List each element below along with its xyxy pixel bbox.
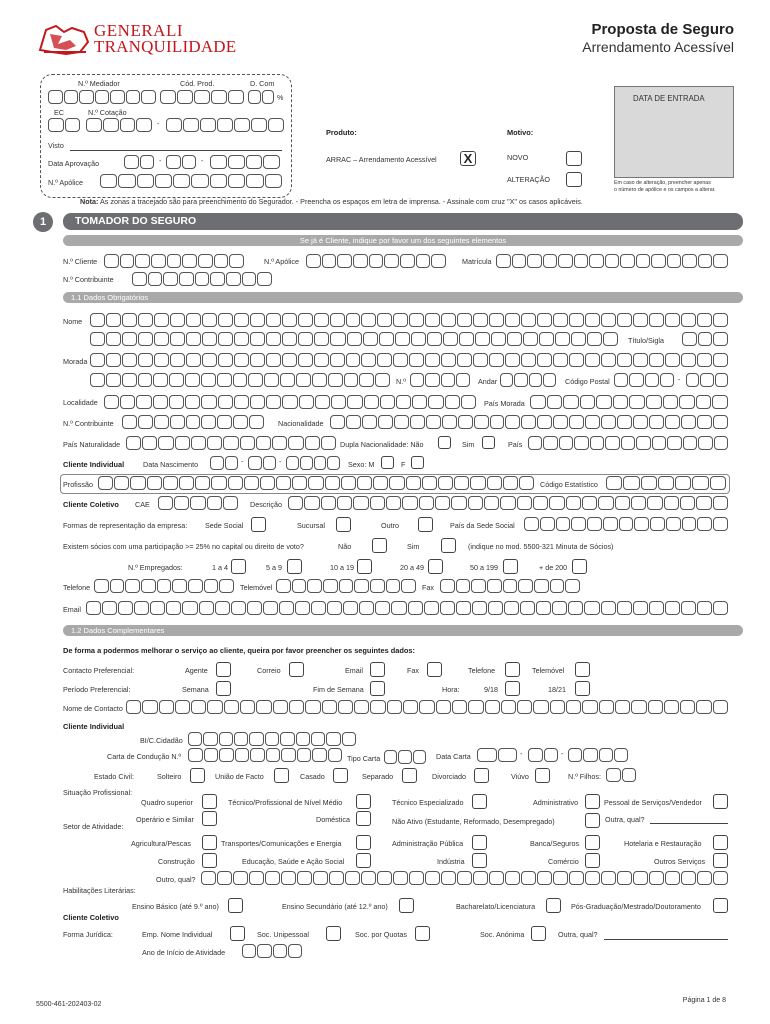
nota-bold: Nota: [80,197,99,206]
sede-social-label: Sede Social [205,521,244,530]
apolice-label: N.º Apólice [48,178,83,187]
codigo-estatistico-field[interactable] [606,476,726,490]
hora-1-checkbox[interactable] [505,681,520,696]
sucursal-label: Sucursal [297,521,325,530]
estado-civil-label: Estado Civil: [94,772,134,781]
soc-anon-checkbox[interactable] [531,926,546,941]
fim-semana-label: Fim de Semana [313,685,364,694]
emp-nome-label: Emp. Nome Individual [142,930,213,939]
hotelaria-checkbox[interactable] [713,835,728,850]
divorciado-checkbox[interactable] [474,768,489,783]
andar-label: Andar [478,377,498,386]
alteracao-note-1: Em caso de alteração, preencher apenas [614,180,711,186]
outra-qual-label: Outra, qual? [605,815,645,824]
pos-checkbox[interactable] [713,898,728,913]
novo-checkbox[interactable] [566,151,582,166]
footer-page: Página 1 de 8 [682,997,726,1004]
solteiro-checkbox[interactable] [190,768,205,783]
brand-line1: GENERALI [94,21,183,40]
data-nascimento-dash-1: - [241,457,244,466]
motivo-label: Motivo: [507,128,534,137]
agricultura-label: Agricultura/Pescas [131,839,191,848]
dados-obrigatorios-bar [63,292,743,303]
nome-label: Nome [63,317,83,326]
nacionalidade-label: Nacionalidade [278,419,324,428]
email-label: Email [63,605,81,614]
bacharelato-label: Bacharelato/Licenciatura [456,902,536,911]
socios-sim-label: Sim [407,542,420,551]
semana-checkbox[interactable] [216,681,231,696]
data-carta-dash-2: - [561,749,564,758]
emp-1-label: 1 a 4 [212,563,228,572]
telefone-field[interactable] [94,579,234,593]
agente-checkbox[interactable] [216,662,231,677]
page-subtitle: Arrendamento Acessível [582,39,734,55]
footer-code: 5500-461-202403-02 [36,1001,102,1008]
novo-label: NOVO [507,153,529,162]
periodo-pref-label: Período Preferencial: [63,685,131,694]
outros-servicos-checkbox[interactable] [713,853,728,868]
sexo-label: Sexo: M [348,460,375,469]
situacao-prof-label: Situação Profissional: [63,788,133,797]
separado-checkbox[interactable] [402,768,417,783]
sexo-m-checkbox[interactable] [381,456,394,469]
alteracao-checkbox[interactable] [566,172,582,187]
d-com-field[interactable] [248,90,274,104]
soc-quotas-checkbox[interactable] [415,926,430,941]
secundario-label: Ensino Secundário (até 12.º ano) [282,902,388,911]
soc-unip-label: Soc. Unipessoal [257,930,309,939]
ec-label: EC [54,108,64,117]
pais-naturalidade-field[interactable] [126,436,336,450]
setor-label: Setor de Atividade: [63,822,124,831]
dupla-label: Dupla Nacionalidade: Não [340,440,424,449]
quadro-checkbox[interactable] [202,794,217,809]
pais-sede-label: País da Sede Social [450,521,515,530]
telemovel-pref-checkbox[interactable] [575,662,590,677]
secundario-checkbox[interactable] [399,898,414,913]
codigo-postal-dash: - [678,375,681,384]
viuvo-checkbox[interactable] [535,768,550,783]
outro-qual-label: Outro, qual? [156,875,196,884]
nao-ativo-checkbox[interactable] [585,813,600,828]
outra-qual-line[interactable] [650,823,728,824]
quadro-label: Quadro superior [141,798,193,807]
emp-6-checkbox[interactable] [572,559,587,574]
casado-label: Casado [300,772,325,781]
outra-qual2-line[interactable] [604,939,728,940]
d-com-label: D. Com [250,79,275,88]
emp-5-checkbox[interactable] [503,559,518,574]
banca-checkbox[interactable] [585,835,600,850]
emp-4-checkbox[interactable] [428,559,443,574]
fax-pref-checkbox[interactable] [427,662,442,677]
produto-label: Produto: [326,128,357,137]
lion-icon [36,22,92,56]
percent-label: % [277,93,284,102]
ano-inicio-field[interactable] [242,944,302,958]
cotacao-label: N.º Cotação [88,108,127,117]
emp-2-checkbox[interactable] [287,559,302,574]
tipo-carta-label: Tipo Carta [347,754,381,763]
section-title: TOMADOR DO SEGURO [75,215,197,227]
outro-qual-field[interactable] [201,871,728,885]
soc-anon-label: Soc. Anónima [480,930,525,939]
pais-field[interactable] [528,436,728,450]
matricula-field[interactable] [496,254,728,268]
socios-sim-checkbox[interactable] [441,538,456,553]
dupla-sim-label: Sim [462,440,475,449]
dupla-sim-checkbox[interactable] [482,436,495,449]
sucursal-checkbox[interactable] [336,517,351,532]
titulo-field[interactable] [682,332,728,346]
emp-4-label: 20 a 49 [400,563,424,572]
tecnico-esp-checkbox[interactable] [472,794,487,809]
cae-field[interactable] [158,496,238,510]
hora-2-label: 18/21 [548,685,566,694]
solteiro-label: Solteiro [157,772,182,781]
client-elements-text: Se já é Cliente, indique por favor um dos seguintes elementos [299,236,507,245]
email-pref-checkbox[interactable] [370,662,385,677]
pais-morada-field[interactable] [530,395,728,409]
industria-checkbox[interactable] [472,853,487,868]
sexo-f-label: F [401,460,406,469]
divorciado-label: Divorciado [432,772,466,781]
industria-label: Indústria [437,857,465,866]
soc-quotas-label: Soc. por Quotas [355,930,407,939]
codigo-postal-label: Código Postal [565,377,610,386]
cc-heading: Cliente Coletivo [63,913,119,922]
hora-1-label: 9/18 [484,685,498,694]
comercio-label: Comércio [548,857,579,866]
mediador-label: N.º Mediador [78,79,120,88]
localidade-label: Localidade [63,398,98,407]
uniao-checkbox[interactable] [274,768,289,783]
fim-semana-checkbox[interactable] [370,681,385,696]
telemovel-pref-label: Telemóvel [532,666,565,675]
emp-6-label: + de 200 [539,563,568,572]
cotacao-field-2[interactable] [166,118,284,132]
administracao-label: Administração Pública [392,839,464,848]
contribuinte-field[interactable] [122,415,264,429]
titulo-label: Título/Sigla [628,336,664,345]
basico-checkbox[interactable] [228,898,243,913]
morada-field-1[interactable] [90,353,728,367]
n-cliente-field[interactable] [104,254,244,268]
construcao-checkbox[interactable] [202,853,217,868]
page-title: Proposta de Seguro [591,21,734,38]
outro-checkbox[interactable] [418,517,433,532]
visto-label: Visto [48,141,64,150]
telemovel-label: Telemóvel [240,583,273,592]
outra-qual2-label: Outra, qual? [558,930,598,939]
dupla-nao-checkbox[interactable] [438,436,451,449]
n-apolice-field[interactable] [306,254,446,268]
brand-line2: TRANQUILIDADE [94,37,237,56]
construcao-label: Construção [158,857,195,866]
emp-3-checkbox[interactable] [357,559,372,574]
empregados-label: N.º Empregados: [128,563,183,572]
banca-label: Banca/Seguros [530,839,580,848]
n-field[interactable] [410,373,470,387]
emp-5-label: 50 a 199 [470,563,498,572]
administracao-checkbox[interactable] [472,835,487,850]
n-cliente-label: N.º Cliente [63,257,98,266]
descricao-field[interactable] [288,496,728,510]
carta-label: Carta de Condução N.º [107,752,182,761]
fax-label: Fax [422,583,434,592]
data-aprovacao-year[interactable] [210,155,280,169]
client-elements-bar [63,235,743,246]
alteracao-note-2: o número de apólice e os campos a alterar. [614,187,716,193]
pais-morada-label: País Morada [484,399,525,408]
administrativo-label: Administrativo [533,798,579,807]
alteracao-label: ALTERAÇÃO [507,175,551,184]
telefone-label: Telefone [63,583,91,592]
dc-intro: De forma a podermos melhorar o serviço ao cliente, queira por favor preencher os seguintes dados: [63,646,415,655]
section-title-bar [63,213,743,230]
mediador-field[interactable] [48,90,156,104]
cotacao-dash: - [157,119,160,128]
emp-2-label: 5 a 9 [266,563,282,572]
cotacao-field-1[interactable] [86,118,152,132]
soc-unip-checkbox[interactable] [326,926,341,941]
separado-label: Separado [362,772,394,781]
transportes-checkbox[interactable] [356,835,371,850]
n-contribuinte-field[interactable] [132,272,272,286]
tecnico-medio-label: Técnico/Profissional de Nível Médio [228,798,343,807]
casado-checkbox[interactable] [333,768,348,783]
habilitacoes-label: Habilitações Literárias: [63,886,136,895]
cae-label: CAE [135,500,150,509]
data-nascimento-dash-2: - [279,457,282,466]
administrativo-checkbox[interactable] [585,794,600,809]
n-contribuinte-label: N.º Contribuinte [63,275,114,284]
domestica-label: Doméstica [316,815,350,824]
uniao-label: União de Facto [215,772,264,781]
emp-3-label: 10 a 19 [330,563,354,572]
sede-social-checkbox[interactable] [251,517,266,532]
agricultura-checkbox[interactable] [202,835,217,850]
contacto-pref-label: Contacto Preferencial: [63,666,135,675]
pais-sede-field[interactable] [524,517,728,531]
bi-field[interactable] [188,732,356,746]
data-carta-day[interactable] [477,748,517,762]
data-carta-month[interactable] [528,748,558,762]
contribuinte-label: N.º Contribuinte [63,419,114,428]
morada-label: Morada [63,357,88,366]
sexo-f-checkbox[interactable] [411,456,424,469]
localidade-field[interactable] [104,395,476,409]
outro-label: Outro [381,521,399,530]
cliente-coletivo-label: Cliente Coletivo [63,500,119,509]
email-field[interactable] [86,601,728,615]
telefone-pref-label: Telefone [468,666,496,675]
pos-label: Pós-Graduação/Mestrado/Doutoramento [571,902,701,911]
n-filhos-label: N.º Filhos: [568,772,601,781]
data-carta-dash-1: - [520,749,523,758]
data-entrada-label: DATA DE ENTRADA [633,94,705,103]
pessoal-servicos-checkbox[interactable] [713,794,728,809]
tipo-carta-field[interactable] [384,750,426,764]
produto-option-label: ARRAC – Arrendamento Acessível [326,155,437,164]
formas-rep-label: Formas de representação da empresa: [63,521,188,530]
dados-obrigatorios-title: 1.1 Dados Obrigatórios [71,293,149,302]
n-filhos-field[interactable] [606,768,636,782]
telemovel-field[interactable] [276,579,416,593]
educacao-checkbox[interactable] [356,853,371,868]
bi-label: BI/C.Cidadão [140,736,183,745]
andar-field[interactable] [500,373,556,387]
n-label: N.º [396,377,406,386]
basico-label: Ensino Básico (até 9.º ano) [132,902,219,911]
socios-nao-checkbox[interactable] [372,538,387,553]
hora-2-checkbox[interactable] [575,681,590,696]
office-apolice-field[interactable] [100,174,282,188]
pessoal-servicos-label: Pessoal de Serviços/Vendedor [604,798,702,807]
dados-complementares-title: 1.2 Dados Complementares [71,626,165,635]
bacharelato-checkbox[interactable] [546,898,561,913]
nota-body: As zonas a tracejado são para preenchimento do Segurador. - Preencha os espaços em letra de imprensa. - Assinale com cruz "X" os casos aplicáveis. [98,197,583,206]
fax-pref-label: Fax [407,666,419,675]
transportes-label: Transportes/Comunicações e Energia [221,839,342,848]
emp-nome-checkbox[interactable] [230,926,245,941]
nota-text [80,197,583,206]
data-nascimento-label: Data Nascimento [143,460,199,469]
data-aprovacao-day[interactable] [124,155,154,169]
codigo-estatistico-label: Código Estatístico [540,480,598,489]
section-number: 1 [33,212,53,232]
hotelaria-label: Hotelaria e Restauração [624,839,702,848]
codigo-postal-field-2[interactable] [686,373,728,387]
nome-field-1[interactable] [90,313,728,327]
data-aprovacao-dash-2: - [201,156,204,165]
socios-question: Existem sócios com uma participação >= 25% no capital ou direito de voto? [63,542,304,551]
ci-heading: Cliente Individual [63,722,125,731]
socios-indique: (indique no mod. 5500-321 Minuta de Sócios) [468,542,614,551]
data-carta-label: Data Carta [436,752,471,761]
data-aprovacao-label: Data Aprovação [48,159,100,168]
outros-servicos-label: Outros Serviços [654,857,706,866]
cliente-individual-label: Cliente Individual [63,460,125,469]
comercio-checkbox[interactable] [585,853,600,868]
correio-label: Correio [257,666,281,675]
pais-label: País [508,440,523,449]
data-aprovacao-dash-1: - [159,156,162,165]
fax-field[interactable] [440,579,580,593]
descricao-label: Descrição [250,500,282,509]
generali-logo [36,22,236,58]
profissao-label: Profissão [63,480,93,489]
visto-line[interactable] [70,150,282,151]
correio-checkbox[interactable] [289,662,304,677]
nome-contacto-label: Nome de Contacto [63,704,123,713]
produto-checkbox[interactable]: X [460,151,476,166]
pais-naturalidade-label: País Naturalidade [63,440,121,449]
forma-juridica-label: Forma Jurídica: [63,930,113,939]
data-nascimento-day[interactable] [210,456,238,470]
data-nascimento-year[interactable] [286,456,340,470]
emp-1-checkbox[interactable] [231,559,246,574]
educacao-label: Educação, Saúde e Ação Social [242,857,345,866]
viuvo-label: Viúvo [511,772,529,781]
nome-contacto-field[interactable] [126,700,728,714]
morada-field-2[interactable] [90,373,390,387]
operario-label: Operário e Similar [136,815,194,824]
tecnico-medio-checkbox[interactable] [356,794,371,809]
semana-label: Semana [182,685,209,694]
operario-checkbox[interactable] [202,811,217,826]
matricula-label: Matrícula [462,257,492,266]
data-carta-year[interactable] [568,748,628,762]
email-pref-label: Email [345,666,363,675]
nacionalidade-field[interactable] [330,415,728,429]
ano-inicio-label: Ano de Início de Atividade [142,948,226,957]
codigo-postal-field-1[interactable] [614,373,674,387]
nao-ativo-label: Não Ativo (Estudante, Reformado, Desempregado) [392,817,555,826]
dados-complementares-bar [63,625,743,636]
profissao-field[interactable] [98,476,534,490]
data-aprovacao-month[interactable] [166,155,196,169]
cod-prod-label: Cód. Prod. [180,79,215,88]
ec-field[interactable] [48,118,80,132]
tecnico-esp-label: Técnico Especializado [392,798,464,807]
cod-prod-field[interactable] [160,90,244,104]
carta-field[interactable] [188,748,342,762]
agente-label: Agente [185,666,208,675]
hora-label: Hora: [442,685,460,694]
domestica-checkbox[interactable] [356,811,371,826]
n-apolice-label: N.º Apólice [264,257,299,266]
socios-nao-label: Não [338,542,352,551]
nome-field-2[interactable] [90,332,618,346]
telefone-pref-checkbox[interactable] [505,662,520,677]
data-nascimento-month[interactable] [248,456,276,470]
